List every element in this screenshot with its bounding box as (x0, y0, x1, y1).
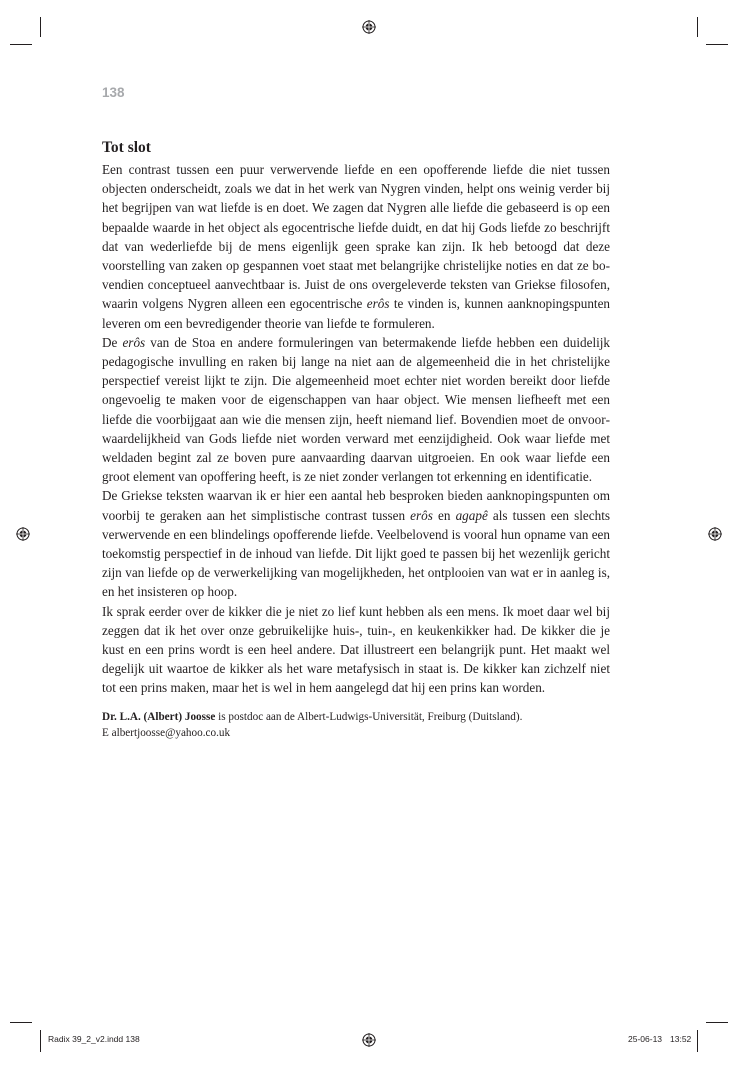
crop-mark (40, 17, 41, 37)
author-email: E albertjoosse@yahoo.co.uk (102, 726, 231, 739)
slug-filename: Radix 39_2_v2.indd 138 (48, 1034, 140, 1044)
crop-mark (706, 44, 728, 45)
registration-mark-icon (16, 527, 30, 541)
crop-mark (697, 1030, 698, 1052)
registration-mark-icon (362, 1033, 376, 1047)
paragraph: De erôs van de Stoa en andere formuleringen van betermakende liefde hebben een duidelijk pedagogische invulling en raken bij lange na niet aan de algemeenheid die in het christelijke perspectief vereist lijkt te zijn. Die algemeenheid moet echter niet worden bereikt door liefde ongevoelig te maken voor de eigenschappen van haar object. Wie mensen liefheeft met een liefde die voorbijgaat aan wie die mensen zijn, heeft niemand lief. Bovendien moet de onvoorwaardelijkheid van Gods liefde niet worden verward met eenzijdigheid. Ook waar liefde met weldaden begint zal ze boven pure aanvaarding daarvan uitgroeien. En ook waar liefde een groot element van opoffering heeft, is ze niet zonder verlangen tot erkenning en identificatie. (102, 334, 611, 485)
paragraph: De Griekse teksten waarvan ik er hier een aantal heb besproken bieden aanknopingspunten om voorbij te geraken aan het simplistische contrast tussen erôs en agapê als tussen een slechts verwervende en een blindelings opofferende liefde. Veelbelovend is vooral hun opname van een toekomstig perspectief in de inhoud van liefde. Dit lijkt goed te passen bij het wezenlijk gericht zijn van liefde op de verwerkelijking van mogelijkheden, het ontplooien van wat er in aanleg is, en het insisteren op hoop. (102, 488, 611, 600)
registration-mark-icon (708, 527, 722, 541)
paragraph: Een contrast tussen een puur verwervende liefde en een opofferende liefde die niet tussen objecten onderscheidt, zoals we dat in het werk van Nygren vinden, helpt ons weinig verder bij het begrijpen van wat liefde is en doet. We zagen dat Nygren alle liefde die gebaseerd is op een bepaalde waarde in het object als egocentrische liefde duidt, en dat hij Gods liefde zo beschrijft dat van wederliefde bij de mens eigenlijk geen sprake kan zijn. Ik heb betoogd dat deze voorstelling van zaken op gespannen voet staat met belangrijke christelijke noties en dat ze bovendien conceptueel aanvechtbaar is. Juist de ons overgeleverde teksten van Griekse filosofen, waarin volgens Nygren alleen een egocentrische erôs te vinden is, kunnen aanknopingspunten leveren om een bevredigender theorie van liefde te formuleren. (102, 162, 611, 331)
crop-mark (40, 1030, 41, 1052)
author-bio (102, 710, 622, 741)
crop-mark (10, 44, 32, 45)
slug-time: 13:52 (670, 1034, 692, 1044)
crop-mark (10, 1022, 32, 1023)
crop-mark (697, 17, 698, 37)
section-title: Tot slot (102, 139, 151, 156)
body-text (102, 160, 610, 698)
registration-mark-icon (362, 20, 376, 34)
paragraph: Ik sprak eerder over de kikker die je niet zo lief kunt hebben als een mens. Ik moet daar wel bij zeggen dat ik het over onze gebruikelijke huis-, tuin-, en keukenkikker had. De kikker die je kust en een prins wordt is een heel andere. Dat illustreert een belangrijk punt. Het maakt wel degelijk uit waartoe de kikker als het ware metafysisch in staat is. De kikker kan zichzelf niet tot een prins maken, maar het is wel in hem aangelegd dat hij een prins kan worden. (102, 603, 610, 696)
crop-mark (706, 1022, 728, 1023)
slug-date: 25-06-13 (628, 1034, 663, 1044)
page-number: 138 (102, 85, 125, 100)
author-name: Dr. L.A. (Albert) Joosse (102, 711, 216, 723)
author-line: Dr. L.A. (Albert) Joosse is postdoc aan de Albert-Ludwigs-Universität, Freiburg (Duitsland). (102, 711, 523, 723)
